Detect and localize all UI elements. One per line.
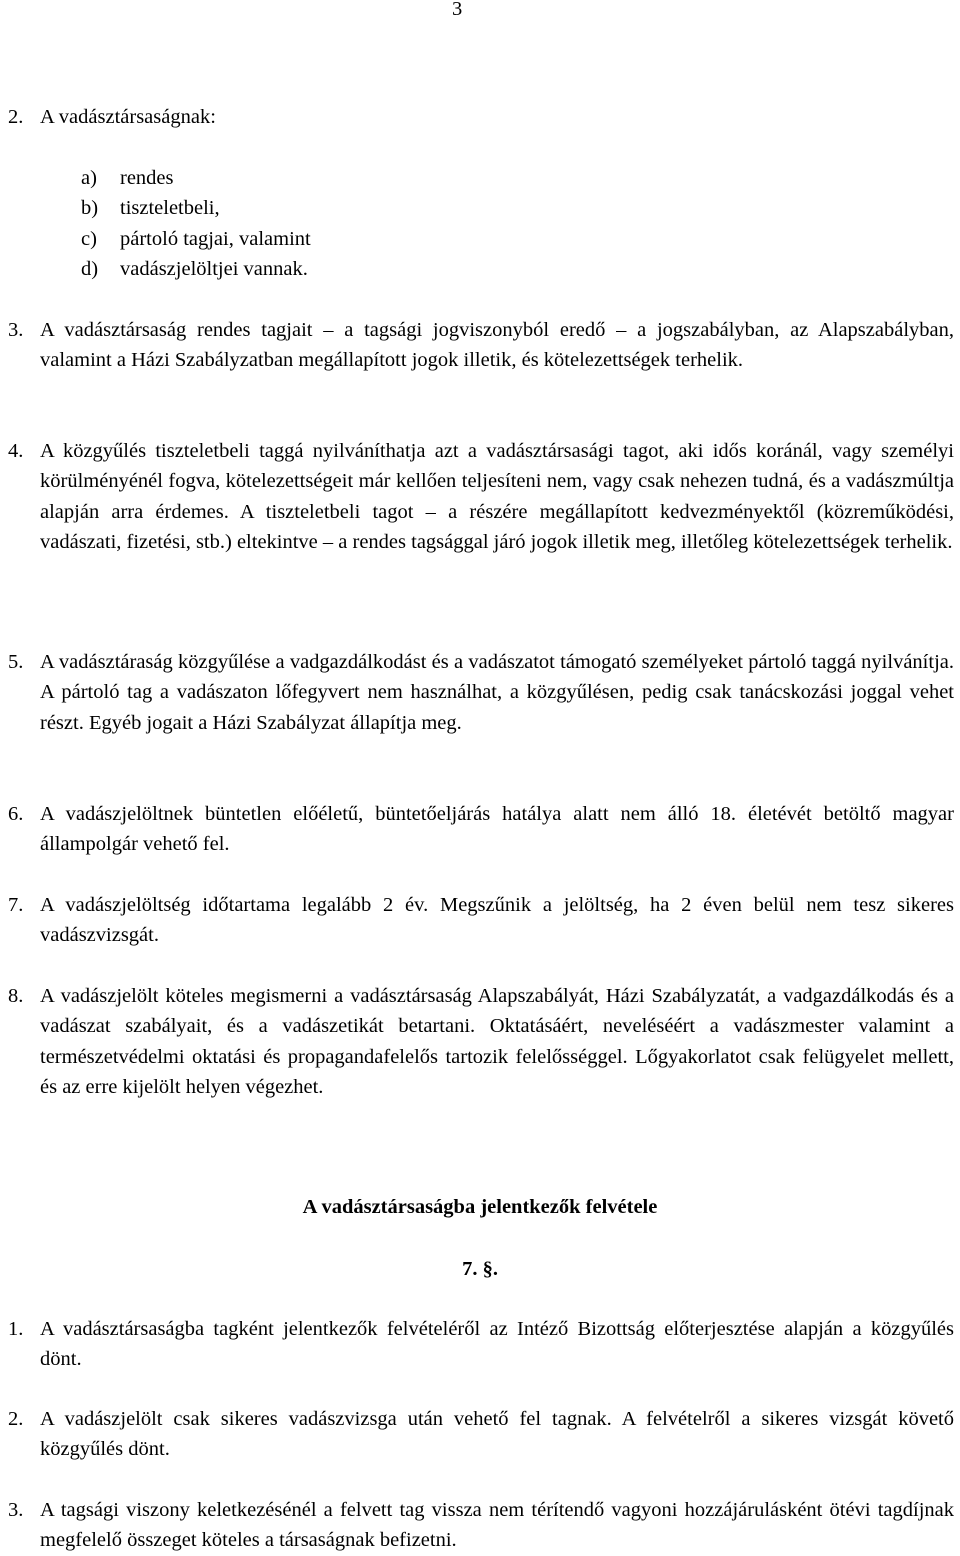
- item-text: A közgyűlés tiszteletbeli taggá nyilváníthatja azt a vadásztársasági tagot, aki idős koránál, vagy személyi körülményénél fogva, kötelezettségeit már kellően teljesíteni nem, vagy csak nehezen tudná, és a vadászmúltja alapján arra érdemes. A tiszteletbeli tagot – a részére megállapított kedvezményektől (közreműködési, vadászati, fizetési, stb.) eltekintve – a rendes tagsággal járó jogok illetik meg, illetőleg kötelezettségek terhelik.: [40, 440, 954, 553]
- sub-item-text: tiszteletbeli,: [120, 197, 220, 220]
- list-item: [8, 102, 954, 132]
- list-item: [8, 890, 954, 951]
- section-title: A vadásztársaságba jelentkezők felvétele: [302, 1196, 658, 1218]
- item-text: A vadászjelöltség időtartama legalább 2 év. Megszűnik a jelöltség, ha 2 éven belül nem tesz sikeres vadászvizsgát.: [40, 894, 954, 947]
- list-item: [8, 981, 954, 1102]
- item-text: A vadásztársaságnak:: [40, 106, 216, 128]
- sub-item-label: b): [81, 197, 99, 220]
- sub-item-text: rendes: [120, 167, 174, 189]
- list-item: [81, 163, 311, 193]
- sub-item-text: vadászjelöltjei vannak.: [120, 257, 308, 280]
- membership-types-list: [81, 163, 311, 284]
- item-text: A vadásztársaságba tagként jelentkezők felvételéről az Intéző Bizottság előterjesztése alapján a közgyűlés dönt.: [40, 1318, 954, 1371]
- item-number: 2.: [8, 106, 24, 128]
- sub-item-label: a): [81, 167, 97, 189]
- sub-item-label: c): [81, 227, 97, 250]
- item-number: 3.: [8, 1499, 24, 1521]
- list-item: [81, 193, 311, 223]
- item-number: 3.: [8, 319, 24, 341]
- list-item: [81, 254, 311, 284]
- list-item: [8, 1495, 954, 1556]
- list-item: [8, 799, 954, 860]
- sub-item-label: d): [81, 257, 99, 280]
- list-item: [8, 1314, 954, 1375]
- section-number: 7. §.: [462, 1258, 498, 1280]
- item-text: A vadásztáraság közgyűlése a vadgazdálkodást és a vadászatot támogató személyeket pártoló taggá nyilvánítja. A pártoló tag a vadászaton lőfegyvert nem használhat, a közgyűlésen, pedig csak tanácskozási joggal vehet részt. Egyéb jogait a Házi Szabályzat állapítja meg.: [40, 651, 954, 734]
- list-item: [8, 436, 954, 557]
- item-number: 4.: [8, 440, 24, 462]
- item-number: 2.: [8, 1408, 24, 1430]
- item-number: 6.: [8, 803, 24, 825]
- item-text: A vadásztársaság rendes tagjait – a tagsági jogviszonyból eredő – a jogszabályban, az Alapszabályban, valamint a Házi Szabályzatban megállapított jogok illetik, és kötelezettségek terhelik.: [40, 319, 954, 372]
- item-text: A vadászjelölt köteles megismerni a vadásztársaság Alapszabályát, Házi Szabályzatát, a vadgazdálkodás és a vadászat szabályait, és a vadászetikát betartani. Oktatásáért, neveléséért a vadászmester valamint a természetvédelmi oktatási és propagandafelelős tartozik felelősséggel. Lőgyakorlatot csak felügyelet mellett, és az erre kijelölt helyen végezhet.: [40, 985, 954, 1098]
- item-number: 5.: [8, 651, 24, 673]
- list-item: [8, 315, 954, 376]
- page-number: 3: [452, 0, 463, 20]
- item-text: A vadászjelölt csak sikeres vadászvizsga után vehető fel tagnak. A felvételről a sikeres vizsgát követő közgyűlés dönt.: [40, 1408, 954, 1461]
- item-number: 8.: [8, 985, 24, 1007]
- item-text: A vadászjelöltnek büntetlen előéletű, büntetőeljárás hatálya alatt nem álló 18. életévét betöltő magyar állampolgár vehető fel.: [40, 803, 954, 856]
- item-number: 1.: [8, 1318, 24, 1340]
- item-number: 7.: [8, 894, 24, 916]
- list-item: [8, 647, 954, 738]
- list-item: [81, 224, 311, 254]
- list-item: [8, 1404, 954, 1465]
- item-text: A tagsági viszony keletkezésénél a felvett tag vissza nem térítendő vagyoni hozzájárulásként ötévi tagdíjnak megfelelő összeget köteles a társaságnak befizetni.: [40, 1499, 954, 1552]
- sub-item-text: pártoló tagjai, valamint: [120, 227, 311, 250]
